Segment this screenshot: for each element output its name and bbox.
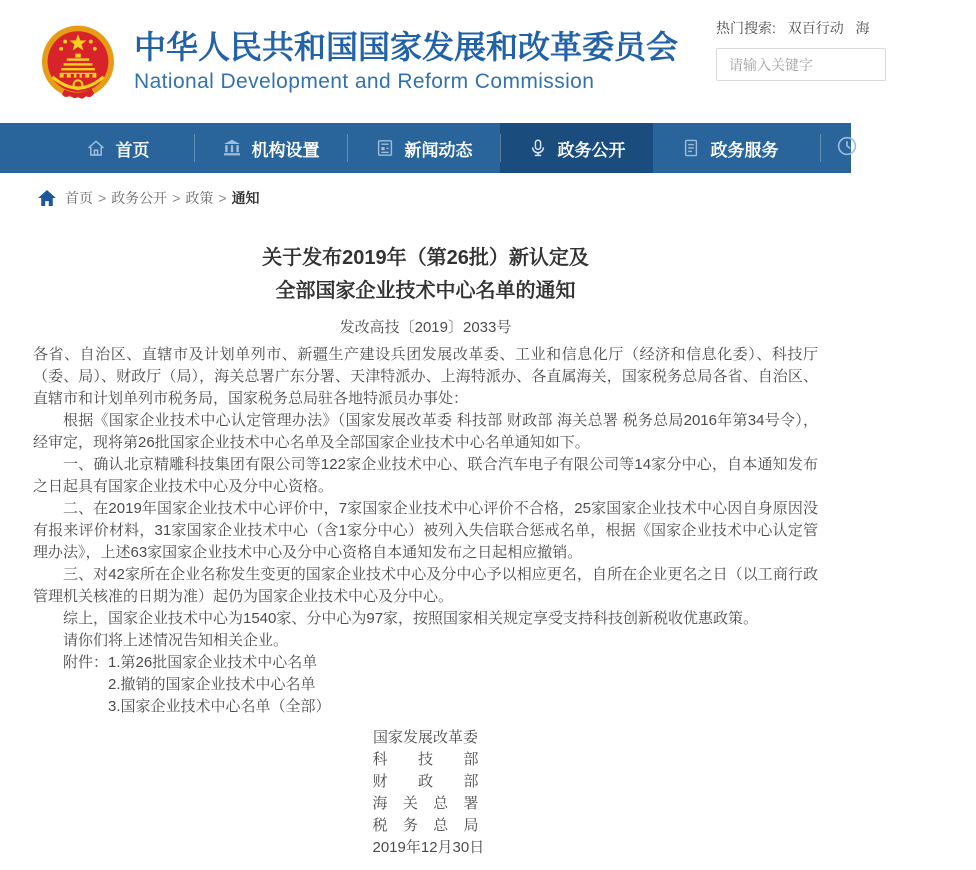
nav-item-gov-services[interactable]: [653, 123, 806, 173]
document-icon: [681, 138, 701, 158]
signature-date: 2019年12月30日: [372, 839, 485, 856]
microphone-icon: [528, 138, 548, 158]
breadcrumb-item-disclosure[interactable]: 政务公开: [111, 190, 168, 206]
document-title-line1: 关于发布2019年（第26批）新认定及: [262, 247, 589, 269]
nav-item-news[interactable]: [347, 123, 500, 173]
hot-search-term[interactable]: 海: [855, 20, 870, 36]
attachment-line-2: 2.撤销的国家企业技术中心名单: [108, 676, 316, 693]
site-logo-link[interactable]: [38, 23, 678, 105]
document-title-line2: 全部国家企业技术中心名单的通知: [275, 280, 576, 302]
national-emblem-icon: [38, 23, 118, 105]
institution-icon: [222, 138, 242, 158]
paragraph-item-1: 一、确认北京精雕科技集团有限公司等122家企业技术中心、联合汽车电子有限公司等14家分中心，自本通知发布之日起具有国家企业技术中心及分中心资格。: [33, 456, 818, 495]
nav-item-home[interactable]: [41, 123, 194, 173]
site-title-zh: 中华人民共和国国家发展和改革委员会: [134, 29, 679, 65]
hot-search-term[interactable]: 双百行动: [787, 20, 844, 36]
document-title: [33, 242, 818, 308]
breadcrumb-item-policy[interactable]: 政策: [185, 190, 214, 206]
home-icon: [86, 138, 106, 158]
breadcrumb-separator: >: [172, 190, 181, 206]
signature-org-most: 科 技 部: [372, 751, 479, 768]
document-body: [33, 344, 818, 718]
news-icon: [375, 138, 395, 158]
paragraph-item-2: 二、在2019年国家企业技术中心评价中，7家国家企业技术中心评价不合格，25家国家企业技术中心因自身原因没有报来评价材料，31家国家企业技术中心（含1家分中心）被列入失信联合惩戒名单，根据《国家企业技术中心认定管理办法》，上述63家国家企业技术中心及分中心资格自本通知发布之日起相应撤销。: [33, 500, 818, 561]
site-title-en: National Development and Reform Commission: [134, 70, 595, 93]
home-icon[interactable]: [38, 190, 56, 206]
attachment-line-1: 附件：1.第26批国家企业技术中心名单: [63, 654, 318, 671]
nav-item-label: 首页: [115, 140, 150, 160]
paragraph-request: 请你们将上述情况告知相关企业。: [63, 632, 289, 649]
signature-org-tax: 税 务 总 局: [372, 817, 479, 834]
signature-org-mof: 财 政 部: [372, 773, 479, 790]
breadcrumb-separator: >: [218, 190, 227, 206]
signature-org-ndrc: 国家发展改革委: [372, 729, 478, 746]
site-header: [0, 0, 870, 123]
nav-item-label: 机构设置: [251, 140, 320, 160]
signature-org-customs: 海 关 总 署: [372, 795, 479, 812]
hot-search-label: 热门搜索:: [716, 20, 776, 36]
paragraph-item-3: 三、对42家所在企业名称发生变更的国家企业技术中心及分中心予以相应更名，自所在企业更名之日（以工商行政管理机关核准的日期为准）起仍为国家企业技术中心及分中心。: [33, 566, 818, 605]
nav-item-label: 政务服务: [710, 140, 779, 160]
document-content: [0, 218, 851, 859]
search-input[interactable]: [717, 49, 885, 80]
signature-block: [372, 727, 485, 859]
nav-item-label: 新闻动态: [404, 140, 473, 160]
breadcrumb: [38, 188, 260, 208]
main-nav: [0, 123, 851, 173]
paragraph-addressees: 各省、自治区、直辖市及计划单列市、新疆生产建设兵团发展改革委、工业和信息化厅（经济和信息化委）、科技厅（委、局）、财政厅（局），海关总署广东分署、天津特派办、上海特派办、各直属海关，国家税务总局各省、自治区、直辖市和计划单列市税务局，国家税务总局驻各地特派员办事处：: [33, 346, 818, 407]
document-number: 发改高技〔2019〕2033号: [339, 319, 512, 336]
paragraph-basis: 根据《国家企业技术中心认定管理办法》（国家发展改革委 科技部 财政部 海关总署 税务总局2016年第34号令），经审定，现将第26批国家企业技术中心名单及全部国家企业技术中心名单通知如下。: [33, 412, 818, 451]
clock-icon: [836, 135, 858, 162]
breadcrumb-separator: >: [98, 190, 107, 206]
breadcrumb-item-notice: 通知: [231, 190, 260, 206]
nav-item-more[interactable]: [820, 123, 880, 173]
breadcrumb-item-home[interactable]: 首页: [65, 190, 93, 206]
header-search-area: [716, 18, 976, 81]
site-title-block: [134, 23, 678, 95]
attachment-line-3: 3.国家企业技术中心名单（全部）: [108, 698, 331, 715]
nav-item-organization[interactable]: [194, 123, 347, 173]
nav-item-label: 政务公开: [557, 140, 626, 160]
paragraph-summary: 综上，国家企业技术中心为1540家、分中心为97家，按照国家相关规定享受支持科技创新税收优惠政策。: [63, 610, 759, 627]
hot-search-line: [716, 18, 976, 38]
search-box: [716, 48, 886, 81]
nav-item-gov-disclosure[interactable]: [500, 123, 653, 173]
